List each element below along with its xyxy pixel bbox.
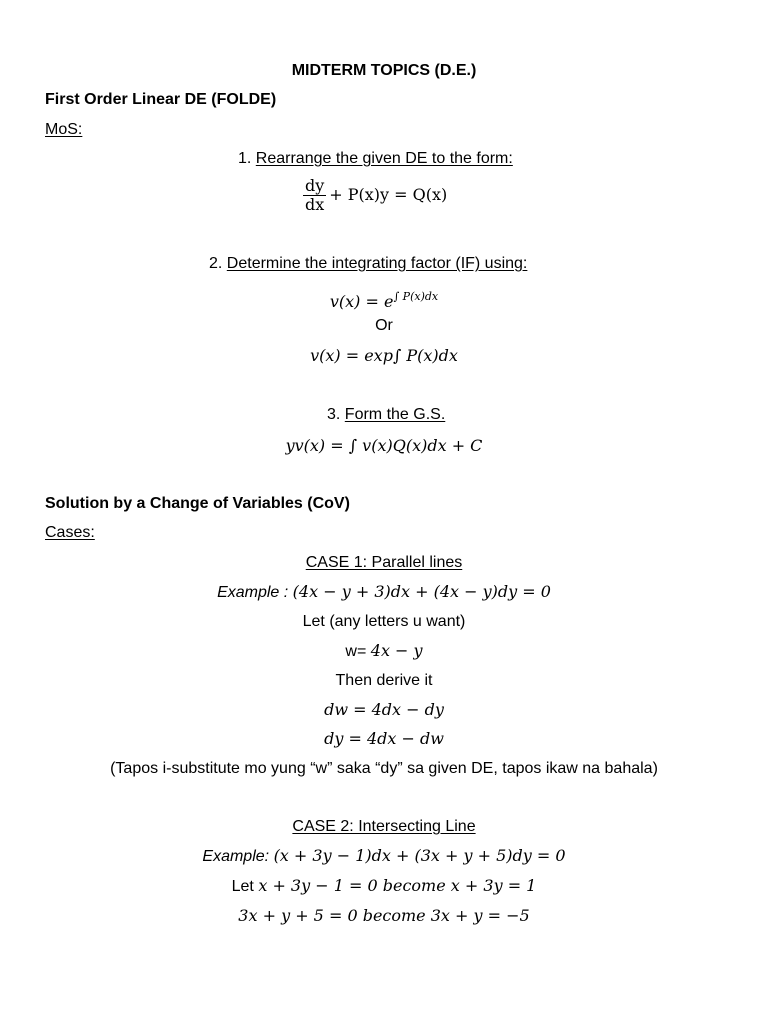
let-label: Let	[231, 878, 254, 895]
dy-equation: dy = 4dx − dw	[324, 729, 444, 748]
then-text: Then derive it	[335, 672, 433, 689]
or-text: Or	[375, 317, 393, 334]
mos-label: MoS:	[45, 121, 83, 138]
let-line-1	[0, 876, 768, 897]
step-2-text: Determine the integrating factor (IF) using:	[226, 255, 528, 272]
substitution-w	[0, 641, 768, 662]
cov-heading: Solution by a Change of Variables (CoV)	[45, 495, 350, 512]
dy-dx-fraction	[303, 177, 326, 214]
let-line-2: 3x + y + 5 = 0 become 3x + y = −5	[238, 906, 530, 925]
fraction-denominator: dx	[305, 195, 325, 214]
step-2	[209, 254, 527, 274]
let-expression: x + 3y − 1 = 0 become x + 3y = 1	[258, 876, 537, 895]
w-expression: 4x − y	[370, 641, 423, 660]
step-1-text: Rearrange the given DE to the form:	[255, 150, 513, 167]
case-2-example	[0, 846, 768, 867]
folde-heading: First Order Linear DE (FOLDE)	[45, 91, 277, 108]
example-equation: (4x − y + 3)dx + (4x − y)dy = 0	[292, 582, 551, 601]
step-2-number: 2.	[209, 255, 223, 272]
equation-general-solution: yv(x) = ∫ v(x)Q(x)dx + C	[285, 436, 483, 455]
case-1-example	[0, 582, 768, 603]
step-1-number: 1.	[238, 150, 252, 167]
if-base: v(x) = e	[329, 292, 394, 311]
substitution-note: (Tapos i-substitute mo yung “w” saka “dy” sa given DE, tapos ikaw na bahala)	[110, 760, 658, 777]
equation-rest: + P(x)y = Q(x)	[329, 185, 448, 204]
example-equation: (x + 3y − 1)dx + (3x + y + 5)dy = 0	[273, 846, 566, 865]
if-exponent: ∫ P(x)dx	[393, 290, 439, 303]
example-label: Example:	[202, 848, 270, 865]
step-1	[238, 149, 513, 169]
case-1-title: CASE 1: Parallel lines	[305, 554, 463, 571]
case-2-title: CASE 2: Intersecting Line	[292, 818, 476, 835]
step-3-text: Form the G.S.	[344, 406, 446, 423]
step-3	[327, 405, 445, 425]
equation-integrating-factor-exp: v(x) = exp∫ P(x)dx	[310, 346, 458, 365]
cases-label: Cases:	[45, 524, 95, 541]
step-3-number: 3.	[327, 406, 341, 423]
equation-integrating-factor	[0, 287, 768, 312]
w-label: w=	[345, 643, 367, 660]
fraction-numerator: dy	[305, 176, 325, 195]
let-text: Let (any letters u want)	[302, 613, 466, 630]
page-title: MIDTERM TOPICS (D.E.)	[291, 62, 477, 79]
equation-standard-form	[303, 176, 447, 214]
example-label: Example :	[217, 584, 289, 601]
dw-equation: dw = 4dx − dy	[324, 700, 444, 719]
